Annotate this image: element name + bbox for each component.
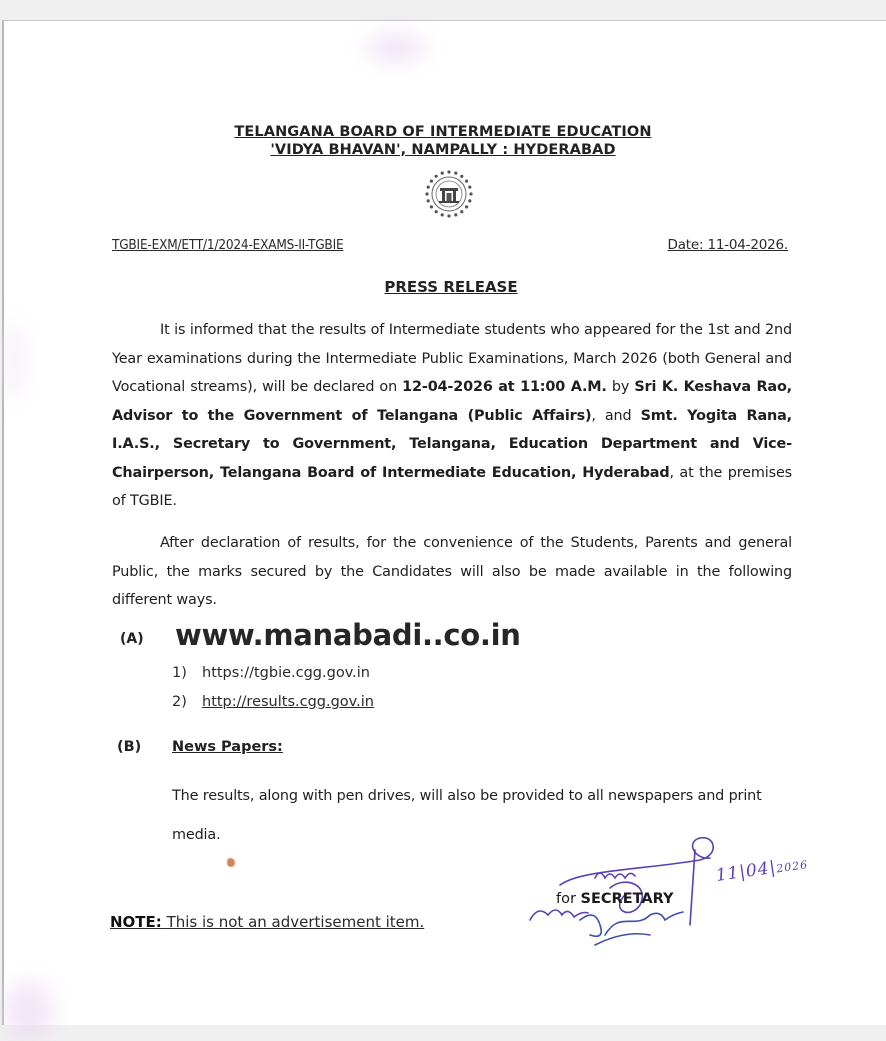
note-disclaimer — [110, 913, 424, 931]
note-text: This is not an advertisement item. — [161, 913, 425, 931]
section-a-label: (A) — [120, 631, 144, 647]
results-website-link[interactable]: http://results.cgg.gov.in — [202, 694, 374, 710]
newspaper-info-text: The results, along with pen drives, will also be provided to all newspapers and print media. — [172, 788, 762, 843]
section-b-label: (B) — [117, 739, 142, 755]
result-link-item — [172, 694, 374, 710]
availability-paragraph — [112, 529, 792, 615]
manabadi-website-link[interactable]: www.manabadi..co.in — [175, 618, 521, 652]
tgbie-emblem-icon — [424, 169, 474, 219]
paragraph-text: It is informed that the results of Intermediate students who appeared for the 1st and 2nd Year examinations during the Intermediate Public Examinations, March 2026 (both General and Vocational streams), will be declared on — [112, 322, 792, 395]
list-number: 1) — [172, 665, 187, 681]
note-label: NOTE: — [110, 913, 162, 931]
paragraph-text: After declaration of results, for the convenience of the Students, Parents and general Public, the marks secured by the Candidates will also be made available in the following different ways. — [112, 535, 792, 608]
list-number: 2) — [172, 694, 187, 710]
handwritten-date-year: 2026 — [775, 858, 809, 876]
page-title: PRESS RELEASE — [384, 278, 518, 296]
paragraph-text: , at the premises of TGBIE. — [112, 464, 792, 509]
official-name-secretary: Smt. Yogita Rana, I.A.S., Secretary to Government, Telangana, Education Department and Vice-Chairperson, Telangana Board of Intermediate Education, Hyderabad — [112, 407, 792, 481]
header-board-name: TELANGANA BOARD OF INTERMEDIATE EDUCATION — [234, 124, 652, 140]
handwritten-date-daymonth: 11|04| — [714, 857, 778, 886]
page-smudge — [4, 321, 24, 401]
paragraph-text: by — [606, 379, 635, 395]
signatory-label — [556, 891, 673, 907]
signatory-prefix: for — [556, 891, 581, 907]
tgbie-website-link[interactable]: https://tgbie.cgg.gov.in — [202, 665, 370, 681]
paragraph-text: , and — [591, 407, 641, 424]
ink-mark — [227, 858, 235, 867]
signatory-role: SECRETARY — [580, 891, 674, 907]
document-date: Date: 11-04-2026. — [667, 237, 788, 253]
page-smudge — [4, 981, 54, 1041]
result-link-item — [172, 665, 370, 681]
header-address: 'VIDYA BHAVAN', NAMPALLY : HYDERABAD — [270, 142, 616, 158]
declaration-datetime: 12-04-2026 at 11:00 A.M. — [402, 379, 607, 395]
official-name-advisor: Sri K. Keshava Rao, Advisor to the Government of Telangana (Public Affairs) — [112, 379, 792, 424]
page-smudge — [366, 33, 426, 63]
announcement-paragraph — [112, 316, 792, 516]
section-b-title: News Papers: — [172, 739, 283, 755]
reference-number: TGBIE-EXM/ETT/1/2024-EXAMS-II-TGBIE — [112, 237, 344, 253]
